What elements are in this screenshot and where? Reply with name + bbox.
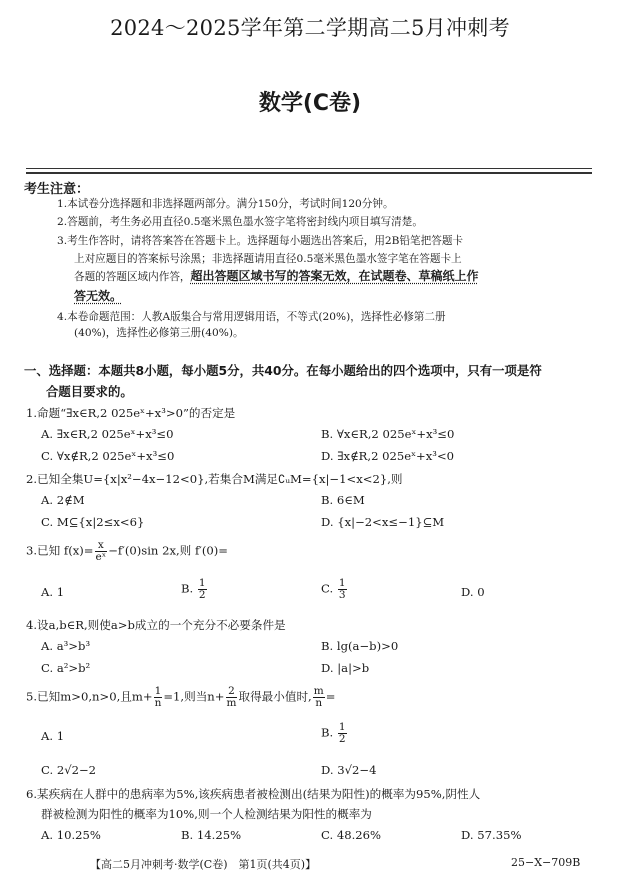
question-5-stem [26, 686, 335, 709]
notice-item-2: 2.答题前，考生务必用直径0.5毫米黑色墨水签字笔将密封线内项目填写清楚。 [57, 216, 423, 228]
question-5-stem-part-1: 5.已知m>0,n>0,且m+ [26, 689, 153, 704]
question-5-fraction-3 [313, 686, 325, 709]
question-6-stem-line-1: 6.某疾病在人群中的患病率为5%,该疾病患者被检测出(结果为阳性)的概率为95%,阴性人 [26, 787, 481, 801]
question-2-option-a[interactable]: A. 2∉M [41, 493, 85, 507]
question-4-option-c[interactable]: C. a²>b² [41, 661, 91, 675]
exam-subtitle: 数学(C卷) [258, 91, 362, 116]
notice-item-4-line-1: 4.本卷命题范围：人教A版集合与常用逻辑用语，不等式(20%)，选择性必修第二册 [57, 311, 446, 323]
question-5-option-b[interactable] [321, 722, 348, 745]
question-3-stem [26, 540, 228, 563]
section-heading-line-2: 合题目要求的。 [46, 384, 133, 399]
question-2-option-b[interactable]: B. 6∈M [321, 493, 365, 507]
divider-thick [26, 172, 592, 174]
question-5-fraction-1 [154, 686, 163, 709]
fraction-denominator: n [315, 697, 323, 710]
notice-item-3-emphasis: 超出答题区域书写的答案无效，在试题卷、草稿纸上作 [190, 269, 479, 283]
question-1-option-a[interactable]: A. ∃x∈R,2 025eˣ+x³≤0 [41, 427, 174, 441]
question-5-option-b-fraction [338, 722, 347, 745]
notice-item-4-line-2: (40%)，选择性必修第三册(40%)。 [74, 327, 244, 339]
question-3-option-c-fraction [338, 578, 347, 601]
question-4-option-d[interactable]: D. |a|>b [321, 661, 370, 675]
question-5-option-a[interactable]: A. 1 [41, 729, 65, 743]
notice-item-3-line-3 [74, 267, 479, 284]
question-3-fraction [95, 540, 108, 563]
question-4-stem: 4.设a,b∈R,则使a>b成立的一个充分不必要条件是 [26, 618, 286, 632]
divider-thin [26, 168, 592, 169]
question-3-option-c-label: C. [321, 581, 334, 596]
question-2-stem: 2.已知全集U={x|x²−4x−12<0},若集合M满足∁ᵤM={x|−1<x<2},则 [26, 472, 403, 486]
question-3-option-c[interactable] [321, 578, 348, 601]
question-6-option-d[interactable]: D. 57.35% [461, 828, 522, 842]
notice-item-1: 1.本试卷分选择题和非选择题两部分。满分150分，考试时间120分钟。 [57, 198, 394, 210]
question-1-option-d[interactable]: D. ∃x∉R,2 025eˣ+x³<0 [321, 449, 455, 463]
question-4-option-a[interactable]: A. a³>b³ [41, 639, 91, 653]
notice-item-3-text: 各题的答题区域内作答， [74, 271, 191, 283]
fraction-denominator: 3 [338, 589, 346, 602]
question-2-option-d[interactable]: D. {x|−2<x≤−1}⊆M [321, 515, 445, 529]
question-5-stem-part-4: = [325, 689, 336, 704]
fraction-denominator: m [226, 697, 237, 710]
question-4-option-b[interactable]: B. lg(a−b)>0 [321, 639, 399, 653]
question-5-option-d[interactable]: D. 3√2−4 [321, 763, 377, 777]
question-1-option-b[interactable]: B. ∀x∈R,2 025eˣ+x³≤0 [321, 427, 455, 441]
fraction-numerator: 1 [198, 577, 206, 589]
fraction-numerator: 1 [338, 577, 346, 589]
notice-item-3-line-2: 上对应题目的答案标号涂黑；非选择题请用直径0.5毫米黑色墨水签字笔在答题卡上 [74, 253, 462, 265]
notice-title: 考生注意： [24, 182, 90, 197]
question-3-stem-start: 3.已知 f(x)= [26, 543, 94, 558]
question-2-option-c[interactable]: C. M⊆{x|2≤x<6} [41, 515, 145, 529]
question-5-stem-part-2: =1,则当n+ [163, 689, 225, 704]
fraction-denominator: 2 [198, 589, 206, 602]
question-3-stem-end: −f′(0)sin 2x,则 f′(0)= [108, 543, 229, 558]
question-3-fraction-denominator: eˣ [95, 551, 107, 564]
question-5-stem-part-3: 取得最小值时, [238, 689, 312, 704]
question-1-stem: 1.命题“∃x∈R,2 025eˣ+x³>0”的否定是 [26, 406, 236, 420]
question-3-option-b[interactable] [181, 578, 208, 601]
question-6-stem-line-2: 群被检测为阳性的概率为10%,则一个人检测结果为阳性的概率为 [41, 807, 372, 821]
question-3-option-a[interactable]: A. 1 [41, 585, 65, 599]
question-6-option-a[interactable]: A. 10.25% [41, 828, 101, 842]
question-3-option-b-label: B. [181, 581, 194, 596]
paper-code: 25−X−709B [511, 856, 581, 869]
section-heading-line-1: 一、选择题：本题共8小题，每小题5分，共40分。在每小题给出的四个选项中，只有一项是符 [24, 363, 542, 378]
notice-item-3-line-4 [74, 287, 122, 304]
fraction-numerator: 1 [154, 685, 162, 697]
question-3-fraction-numerator: x [95, 540, 108, 552]
question-1-option-c[interactable]: C. ∀x∉R,2 025eˣ+x³≤0 [41, 449, 175, 463]
question-5-fraction-2 [226, 686, 238, 709]
exam-title: 2024～2025学年第二学期高二5月冲刺考 [110, 16, 510, 40]
notice-item-3-line-1: 3.考生作答时，请将答案答在答题卡上。选择题每小题选出答案后，用2B铅笔把答题卡 [57, 235, 464, 247]
fraction-numerator: 1 [338, 721, 346, 733]
fraction-numerator: m [313, 685, 324, 697]
question-6-option-b[interactable]: B. 14.25% [181, 828, 242, 842]
question-3-option-d[interactable]: D. 0 [461, 585, 485, 599]
question-5-option-c[interactable]: C. 2√2−2 [41, 763, 97, 777]
question-6-option-c[interactable]: C. 48.26% [321, 828, 382, 842]
fraction-numerator: 2 [226, 686, 238, 698]
page-footer: 【高二5月冲刺考·数学(C卷) 第1页(共4页)】 [90, 858, 317, 871]
question-3-option-b-fraction [198, 578, 207, 601]
fraction-denominator: n [154, 697, 162, 710]
question-5-option-b-label: B. [321, 725, 334, 740]
fraction-denominator: 2 [338, 733, 346, 746]
notice-item-3-emphasis-end: 答无效。 [74, 289, 123, 303]
